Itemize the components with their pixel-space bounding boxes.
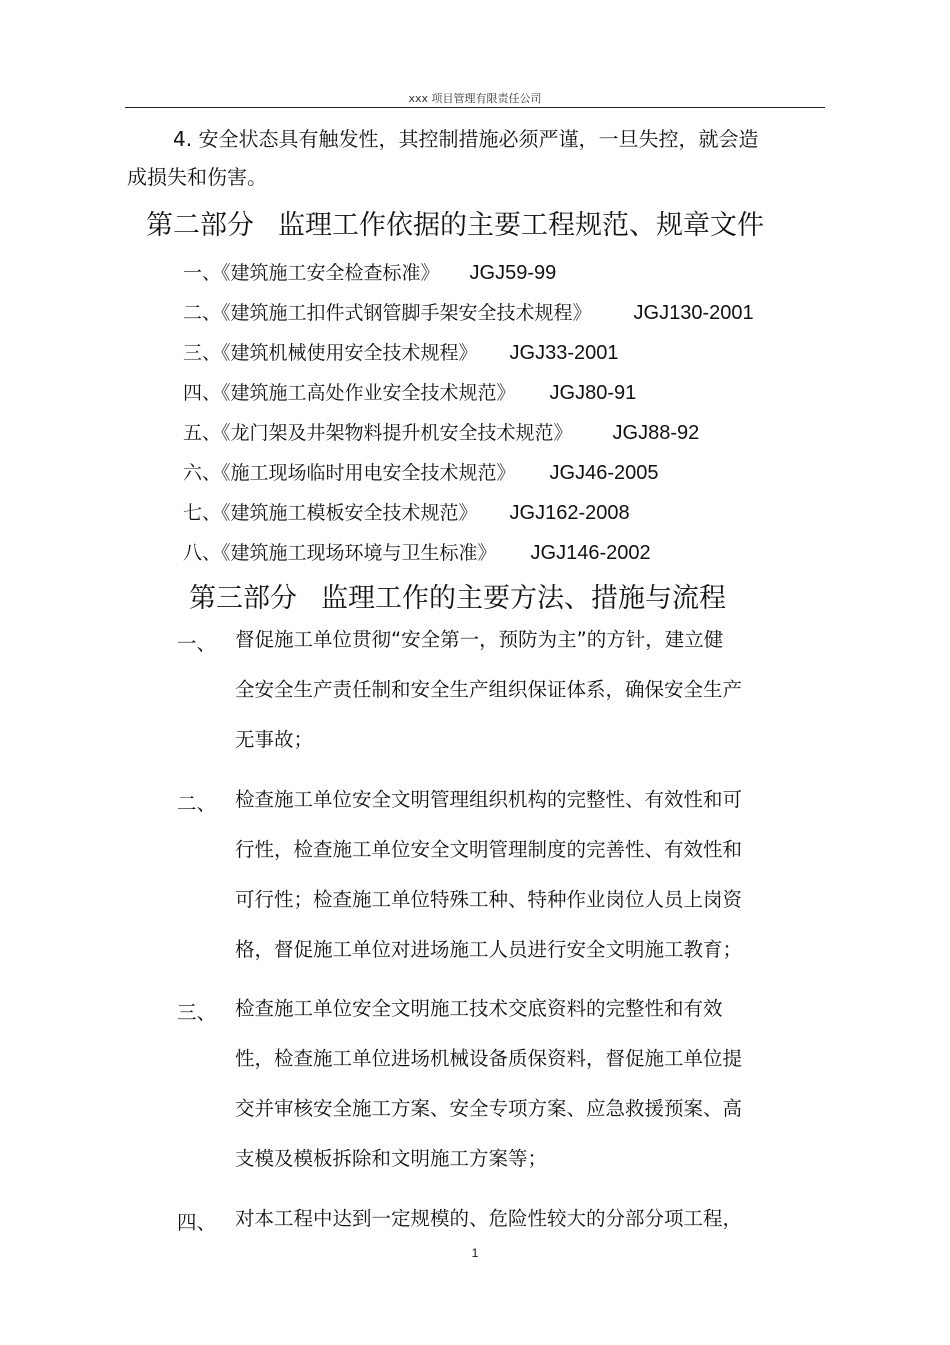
- part3-heading: [189, 576, 726, 615]
- method-item-line: 格，督促施工单位对进场施工人员进行安全文明施工教育；: [235, 938, 743, 961]
- reference-name: 《建筑施工模板安全技术规范》: [221, 502, 478, 524]
- method-item: [235, 1194, 795, 1244]
- method-item-num: 一、: [177, 632, 217, 655]
- reference-name: 《建筑施工安全检查标准》: [221, 262, 440, 284]
- reference-item: [183, 498, 630, 525]
- method-item-line: 督促施工单位贯彻“安全第一，预防为主”的方针，建立健: [235, 628, 724, 651]
- reference-item: [183, 418, 699, 445]
- reference-num: 五、: [183, 422, 222, 444]
- method-item-num: 三、: [177, 1001, 217, 1024]
- reference-code: JGJ162-2008: [509, 502, 630, 524]
- reference-code: JGJ130-2001: [633, 302, 754, 324]
- method-item: [235, 775, 795, 975]
- reference-name: 《建筑施工扣件式钢管脚手架安全技术规程》: [221, 302, 592, 324]
- reference-code: JGJ80-91: [549, 382, 637, 404]
- part2-heading: [146, 203, 764, 242]
- reference-num: 四、: [183, 382, 222, 404]
- method-item-num: 四、: [177, 1211, 217, 1234]
- reference-name: 《建筑施工现场环境与卫生标准》: [221, 542, 497, 564]
- reference-name: 《龙门架及井架物料提升机安全技术规范》: [221, 422, 573, 444]
- reference-name: 《施工现场临时用电安全技术规范》: [221, 462, 516, 484]
- reference-item: [183, 378, 636, 405]
- reference-num: 二、: [183, 302, 222, 324]
- reference-item: [183, 298, 754, 325]
- part2-heading-label: 第二部分: [146, 210, 254, 241]
- reference-num: 三、: [183, 342, 222, 364]
- page-number: 1: [471, 1246, 479, 1260]
- method-item-line: 检查施工单位安全文明施工技术交底资料的完整性和有效: [235, 997, 723, 1020]
- reference-code: JGJ88-92: [612, 422, 700, 444]
- method-item-line: 支模及模板拆除和文明施工方案等；: [235, 1147, 548, 1170]
- reference-num: 六、: [183, 462, 222, 484]
- intro-line-2: 成损失和伤害。: [127, 165, 267, 189]
- method-item-line: 检查施工单位安全文明管理组织机构的完整性、有效性和可: [235, 788, 743, 811]
- method-item-line: 对本工程中达到一定规模的、危险性较大的分部分项工程，: [235, 1207, 743, 1230]
- reference-code: JGJ33-2001: [509, 342, 619, 364]
- reference-code: JGJ59-99: [469, 262, 557, 284]
- reference-num: 八、: [183, 542, 222, 564]
- reference-name: 《建筑机械使用安全技术规程》: [221, 342, 478, 364]
- part3-heading-label: 第三部分: [189, 583, 297, 614]
- method-item-line: 全安全生产责任制和安全生产组织保证体系，确保安全生产: [235, 678, 743, 701]
- page-header: xxx 项目管理有限责任公司: [408, 92, 542, 105]
- method-item-line: 无事故；: [235, 728, 314, 751]
- reference-item: [183, 258, 556, 285]
- reference-item: [183, 538, 651, 565]
- method-item: [235, 984, 795, 1184]
- part3-heading-title: 监理工作的主要方法、措施与流程: [321, 583, 726, 614]
- method-item-line: 性，检查施工单位进场机械设备质保资料，督促施工单位提: [235, 1047, 743, 1070]
- reference-num: 一、: [183, 262, 222, 284]
- part2-heading-title: 监理工作依据的主要工程规范、规章文件: [278, 210, 764, 241]
- reference-item: [183, 338, 619, 365]
- reference-num: 七、: [183, 502, 222, 524]
- reference-item: [183, 458, 659, 485]
- method-item-line: 交并审核安全施工方案、安全专项方案、应急救援预案、高: [235, 1097, 743, 1120]
- reference-name: 《建筑施工高处作业安全技术规范》: [221, 382, 516, 404]
- method-item: [235, 615, 795, 765]
- intro-line-1: 4. 安全状态具有触发性，其控制措施必须严谨，一旦失控，就会造: [173, 127, 759, 151]
- method-item-line: 行性，检查施工单位安全文明管理制度的完善性、有效性和: [235, 838, 743, 861]
- method-item-line: 可行性；检查施工单位特殊工种、特种作业岗位人员上岗资: [235, 888, 743, 911]
- reference-code: JGJ146-2002: [530, 542, 651, 564]
- header-divider: [125, 107, 825, 108]
- method-item-num: 二、: [177, 792, 217, 815]
- reference-code: JGJ46-2005: [549, 462, 659, 484]
